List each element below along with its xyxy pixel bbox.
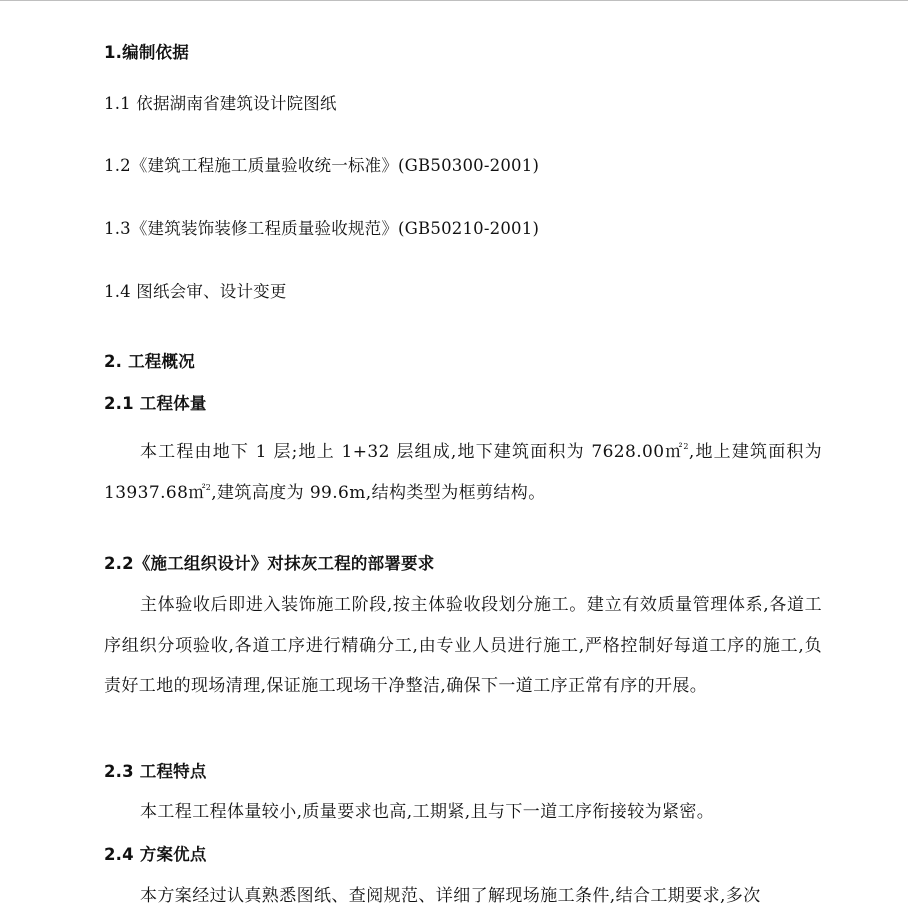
basis-item-1: 1.1 依据湖南省建筑设计院图纸 xyxy=(104,94,337,113)
section-2-4-heading: 2.4 方案优点 xyxy=(104,845,207,864)
project-features-paragraph: 本工程工程体量较小,质量要求也高,工期紧,且与下一道工序衔接较为紧密。 xyxy=(140,802,715,822)
project-scale-paragraph xyxy=(104,432,822,513)
section-1-heading: 1.编制依据 xyxy=(104,43,189,62)
basis-item-2: 1.2《建筑工程施工质量验收统一标准》(GB50300-2001) xyxy=(104,156,540,175)
page-top-border xyxy=(0,0,908,1)
project-scale-text-b: ,地上建筑面积为 13937.68㎡ xyxy=(104,442,822,503)
basis-item-4: 1.4 图纸会审、设计变更 xyxy=(104,282,287,301)
section-2-1-heading: 2.1 工程体量 xyxy=(104,394,207,413)
project-scale-text-a: 本工程由地下 1 层;地上 1+32 层组成,地下建筑面积为 7628.00㎡ xyxy=(140,442,684,462)
section-2-2-heading: 2.2《施工组织设计》对抹灰工程的部署要求 xyxy=(104,554,435,573)
section-2-3-heading: 2.3 工程特点 xyxy=(104,762,207,781)
area-unit-superscript-a: 2 xyxy=(683,442,689,451)
section-2-heading: 2. 工程概况 xyxy=(104,352,195,371)
area-unit-superscript-b: 2 xyxy=(205,482,212,492)
project-scale-text-c: ,建筑高度为 99.6m,结构类型为框剪结构。 xyxy=(211,482,546,503)
basis-item-3: 1.3《建筑装饰装修工程质量验收规范》(GB50210-2001) xyxy=(104,219,540,238)
plan-advantages-paragraph: 本方案经过认真熟悉图纸、查阅规范、详细了解现场施工条件,结合工期要求,多次 xyxy=(140,886,761,906)
deployment-paragraph: 主体验收后即进入装饰施工阶段,按主体验收段划分施工。建立有效质量管理体系,各道工序组织分项验收,各道工序进行精确分工,由专业人员进行施工,严格控制好每道工序的施工,负责好工地的现场清理,保证施工现场干净整洁,确保下一道工序正常有序的开展。 xyxy=(104,595,822,696)
